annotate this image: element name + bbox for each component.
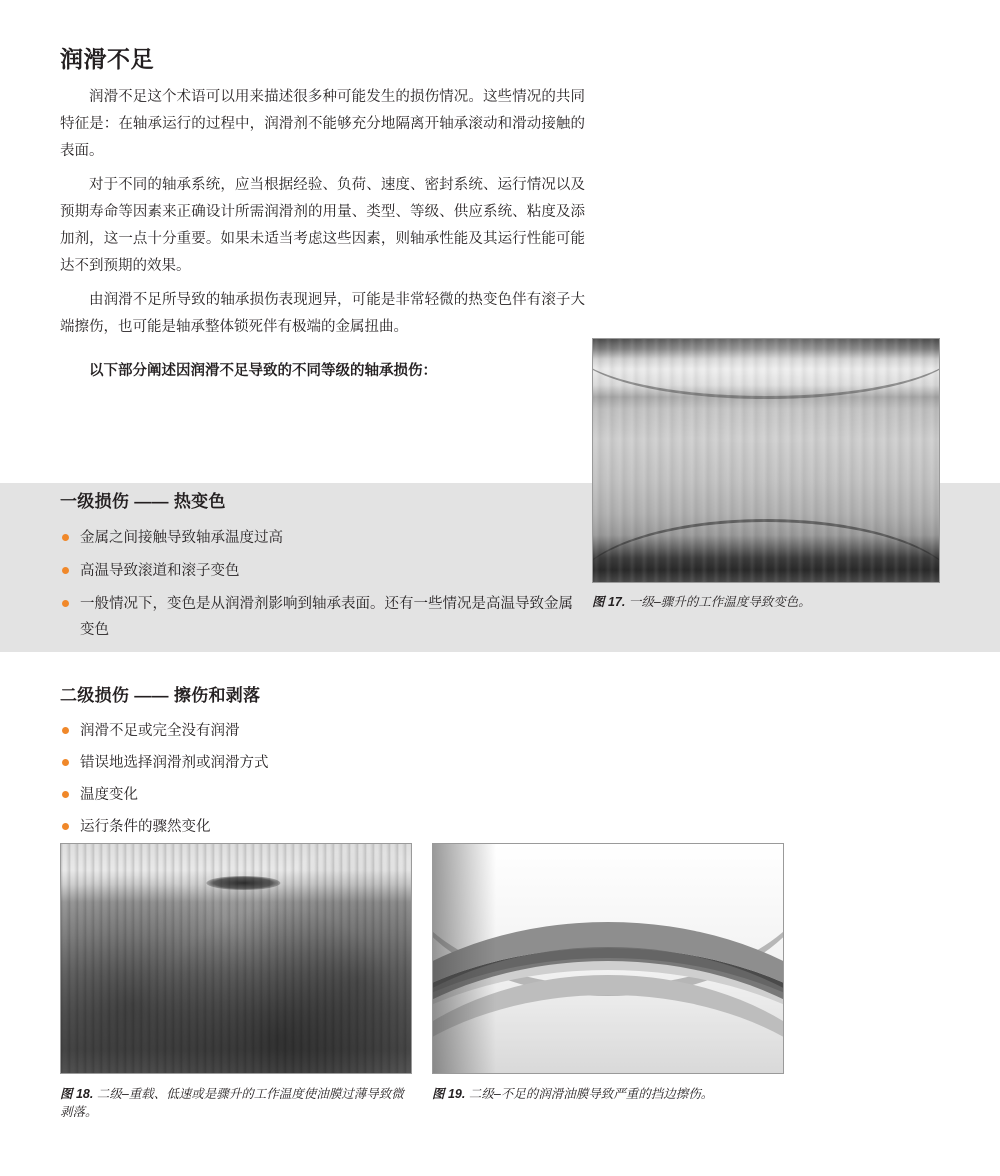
- section-level2-heading: 二级损伤 —— 擦伤和剥落: [60, 686, 261, 705]
- list-item: 金属之间接触导致轴承温度过高: [60, 525, 580, 551]
- figure-18: [60, 843, 412, 1121]
- section-level2: [60, 681, 580, 846]
- figure-19-image: [432, 843, 784, 1074]
- figure-18-caption-text: 二级–重载、低速或是骤升的工作温度使油膜过薄导致微剥落。: [60, 1087, 404, 1119]
- figure-17: [592, 338, 940, 611]
- figure-19-label: 图 19.: [432, 1087, 466, 1101]
- figure-18-image: [60, 843, 412, 1074]
- section-level2-bullet-list: [60, 718, 580, 840]
- list-item: 高温导致滚道和滚子变色: [60, 558, 580, 584]
- section-level1: [60, 487, 580, 650]
- lead-in-sentence: 以下部分阐述因润滑不足导致的不同等级的轴承损伤：: [89, 363, 437, 379]
- page-title: 润滑不足: [60, 46, 154, 72]
- figure-18-caption: [60, 1085, 410, 1121]
- paragraph-2: 对于不同的轴承系统，应当根据经验、负荷、速度、密封系统、运行情况以及预期寿命等因素来正确设计所需润滑剂的用量、类型、等级、供应系统、粘度及添加剂，这一点十分重要。如果未适当考虑这些因素，则轴承性能及其运行性能可能达不到预期的效果。: [60, 177, 585, 274]
- figure-17-caption-text: 一级–骤升的工作温度导致变色。: [628, 595, 811, 609]
- bearing-raceway-discoloration-photo: [593, 339, 939, 582]
- list-item: 一般情况下，变色是从润滑剂影响到轴承表面。还有一些情况是高温导致金属变色: [60, 591, 580, 643]
- list-item: 温度变化: [60, 782, 580, 808]
- section-level1-bullet-list: [60, 525, 580, 643]
- figure-19-caption: [432, 1085, 782, 1103]
- figure-17-image: [592, 338, 940, 583]
- flange-scoring-photo: [433, 844, 783, 1073]
- figure-19-caption-text: 二级–不足的润滑油膜导致严重的挡边擦伤。: [468, 1087, 714, 1101]
- figure-19: [432, 843, 784, 1103]
- figure-17-label: 图 17.: [592, 595, 626, 609]
- list-item: 错误地选择润滑剂或润滑方式: [60, 750, 580, 776]
- figure-17-caption: [592, 593, 940, 611]
- paragraph-3: 由润滑不足所导致的轴承损伤表现迥异，可能是非常轻微的热变色伴有滚子大端擦伤，也可能是轴承整体锁死伴有极端的金属扭曲。: [60, 292, 585, 335]
- paragraph-1: 润滑不足这个术语可以用来描述很多种可能发生的损伤情况。这些情况的共同特征是：在轴承运行的过程中，润滑剂不能够充分地隔离开轴承滚动和滑动接触的表面。: [60, 89, 585, 159]
- micro-spalling-surface-photo: [61, 844, 411, 1073]
- list-item: 润滑不足或完全没有润滑: [60, 718, 580, 744]
- intro-body-text: [60, 84, 585, 392]
- list-item: 运行条件的骤然变化: [60, 814, 580, 840]
- figure-18-label: 图 18.: [60, 1087, 94, 1101]
- section-level1-heading: 一级损伤 —— 热变色: [60, 492, 226, 511]
